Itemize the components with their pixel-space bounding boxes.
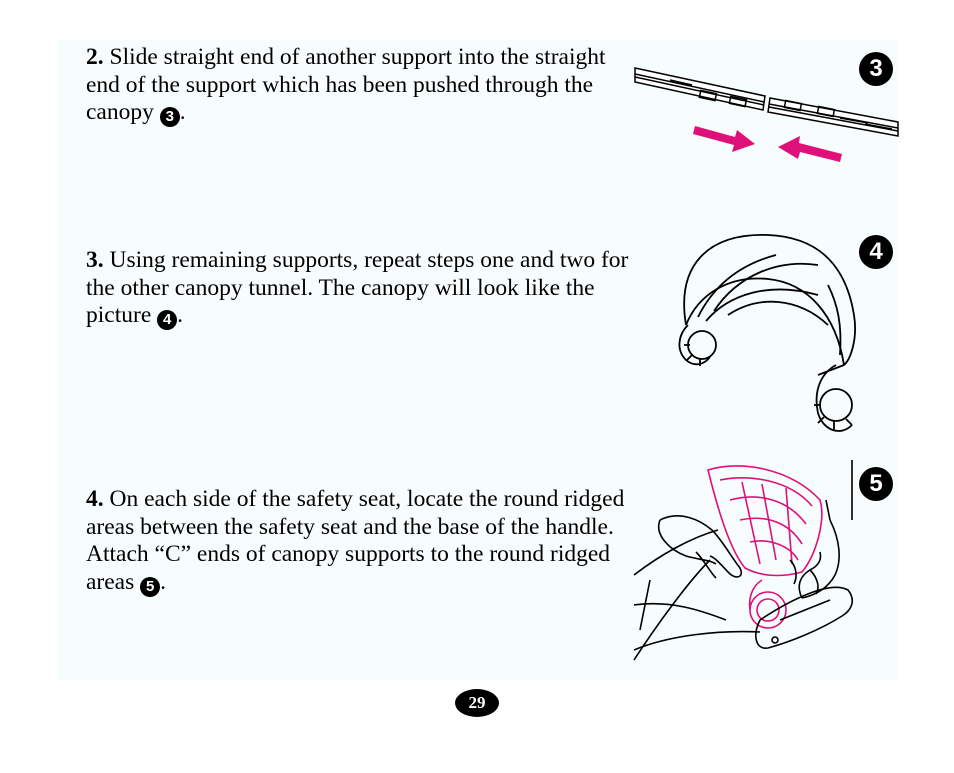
figure-ref-badge: 3 [160, 107, 180, 127]
figure-number-badge: 5 [859, 467, 893, 501]
step-text: Slide straight end of another support into the straight end of the support which has been pushed through the canopy [86, 44, 606, 125]
instruction-step-4 [86, 486, 631, 597]
step-number: 3. [86, 247, 104, 273]
figure-ref-badge: 4 [157, 310, 177, 330]
assembled-canopy-illustration [668, 225, 868, 440]
page-number-badge: 29 [455, 689, 499, 717]
instruction-step-2 [86, 44, 631, 127]
step-number: 4. [86, 486, 104, 512]
support-joining-illustration [630, 60, 900, 170]
step-number: 2. [86, 44, 104, 70]
attach-canopy-to-seat-illustration [630, 460, 858, 665]
step-text: Using remaining supports, repeat steps one and two for the other canopy tunnel. The canopy will look like the picture [86, 247, 629, 328]
step-text: On each side of the safety seat, locate the round ridged areas between the safety seat and the base of the handle. Attach “C” ends of canopy supports to the round ridged areas [86, 486, 625, 595]
step-tail: . [177, 302, 183, 328]
figure-number-badge: 4 [859, 235, 893, 269]
figure-ref-badge: 5 [140, 577, 160, 597]
step-tail: . [179, 99, 186, 125]
figure-number-badge: 3 [859, 52, 893, 86]
step-tail: . [160, 568, 167, 595]
instruction-step-3 [86, 247, 631, 330]
